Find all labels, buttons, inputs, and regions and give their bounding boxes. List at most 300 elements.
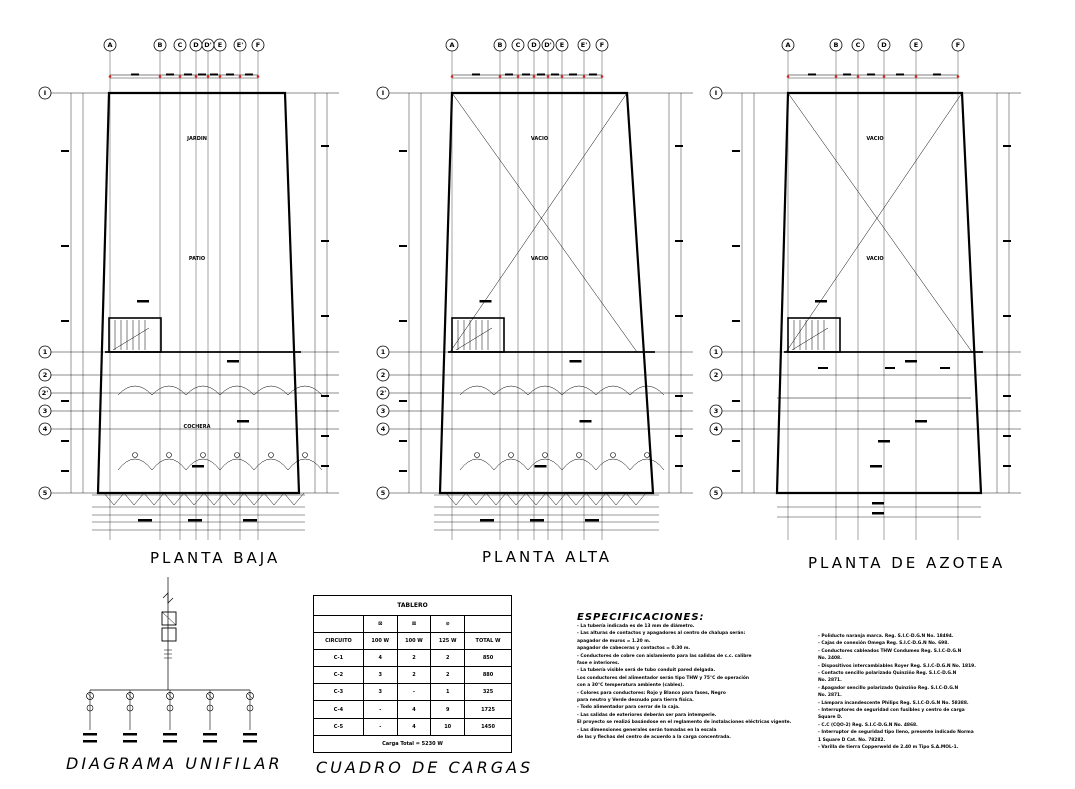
lamp-symbol	[645, 453, 650, 458]
spec-line: - Las alturas de contactos y apagadores al centro de chalupa serán:	[577, 631, 746, 637]
header-cell: 125 W	[431, 632, 465, 649]
plan-title-planta-alta: PLANTA ALTA	[482, 548, 613, 566]
axis-bubble	[377, 405, 389, 417]
dimension-tag	[878, 440, 890, 443]
load-cell: 1	[431, 684, 465, 701]
spec-line: con a 30°C temperatura ambiente (cables).	[577, 683, 684, 689]
dimension-tick	[207, 75, 210, 78]
dimension-tag	[198, 74, 206, 76]
axis-label: 1	[713, 348, 719, 357]
dimension-tag	[815, 300, 827, 303]
specifications-left	[577, 612, 802, 742]
lamp-symbol	[235, 453, 240, 458]
spec-line: - C.C (CQO-2) Reg. S.I.C-D.G.N No. 4868.	[818, 722, 918, 728]
spec-line: - La tubería indicada es de 13 mm de diámetro.	[577, 624, 695, 629]
spec-list-right	[818, 633, 1038, 752]
dimension-tag	[61, 400, 69, 402]
dimension-tick	[957, 75, 960, 78]
room-label: VACIO	[866, 136, 884, 142]
dimension-tag	[399, 245, 407, 247]
axis-bubble	[878, 39, 890, 51]
spec-line: - Lámpara incandescente Philips Reg. S.I.C-D.G.N No. 58388.	[818, 700, 969, 706]
axis-label: E	[217, 41, 223, 50]
stair-arrow	[792, 328, 828, 350]
axis-label: 4	[42, 425, 48, 434]
axis-label: C	[515, 41, 521, 50]
load-cell: 850	[465, 649, 512, 666]
dimension-tag	[933, 74, 941, 76]
wiring-arc	[220, 386, 254, 395]
axis-label: E	[913, 41, 919, 50]
axis-bubble	[596, 39, 608, 51]
axis-label: E'	[236, 41, 244, 50]
spec-line: - Apagador sencillo polarizado Quinziño Reg. S.I.C-D.G.N	[818, 685, 959, 691]
spec-line: - La tubería visible será de tubo conduit pared delgada.	[577, 668, 716, 674]
axis-bubble	[377, 87, 389, 99]
spec-line: 1 Square D Cat. No. 78282.	[818, 737, 886, 743]
dimension-tag	[537, 74, 545, 76]
wiring-arc	[460, 459, 494, 470]
branch-circuit	[243, 690, 257, 743]
axis-bubble	[377, 369, 389, 381]
load-cell: C-4	[314, 701, 364, 718]
stair	[452, 318, 504, 352]
axis-label: E	[559, 41, 565, 50]
dimension-tick	[109, 75, 112, 78]
dimension-tag	[675, 145, 683, 147]
loads-title: CUADRO DE CARGAS	[316, 758, 534, 777]
wiring-arc	[118, 459, 152, 470]
wiring-arc	[494, 459, 528, 470]
branch-circuit	[123, 690, 137, 743]
dimension-tick	[547, 75, 550, 78]
lamp-symbol	[133, 453, 138, 458]
wiring-arc	[596, 386, 630, 395]
wiring-arc	[460, 386, 494, 395]
header-cell: TOTAL W	[465, 632, 512, 649]
plan-1	[377, 39, 693, 540]
axis-label: D'	[544, 41, 552, 50]
spec-line: apagador de muros = 1.20 m.	[577, 638, 651, 644]
dimension-tag	[321, 395, 329, 397]
dimension-tick	[517, 75, 520, 78]
dimension-tag	[872, 512, 884, 515]
axis-label: 5	[380, 489, 386, 498]
dimension-tag	[732, 440, 740, 442]
dimension-tag	[675, 465, 683, 467]
axis-bubble	[710, 369, 722, 381]
dimension-tag	[243, 519, 257, 522]
dimension-tick	[857, 75, 860, 78]
table-header-row	[314, 632, 512, 649]
specifications-title: ESPECIFICACIONES:	[577, 612, 705, 623]
axis-bubble	[174, 39, 186, 51]
dimension-tick	[883, 75, 886, 78]
axis-label: 5	[713, 489, 719, 498]
lamp-symbol	[167, 453, 172, 458]
dimension-tick	[239, 75, 242, 78]
plan-title-planta-baja: PLANTA BAJA	[150, 549, 281, 567]
table-symbol-row	[314, 615, 512, 632]
circuit-tag	[123, 740, 137, 743]
plan-2	[710, 39, 1021, 540]
dimension-tag	[896, 74, 904, 76]
dimension-tag	[505, 74, 513, 76]
meter-diagonal	[162, 612, 176, 625]
axis-label: D	[881, 41, 887, 50]
axis-bubble	[782, 39, 794, 51]
axis-label: C	[177, 41, 183, 50]
lamp-symbol	[509, 453, 514, 458]
load-cell: 1725	[465, 701, 512, 718]
stair	[788, 318, 840, 352]
symbol-cell: ⊠	[363, 615, 397, 632]
axis-label: A	[785, 41, 791, 50]
axis-label: B	[497, 41, 503, 50]
symbol-cell	[465, 615, 512, 632]
dimension-tag	[675, 240, 683, 242]
axis-bubble	[190, 39, 202, 51]
load-cell: 325	[465, 684, 512, 701]
dimension-tag	[675, 435, 683, 437]
wiring-arc	[528, 386, 562, 395]
dimension-tag	[399, 400, 407, 402]
dimension-tag	[870, 465, 882, 468]
plan-title-planta-azotea: PLANTA DE AZOTEA	[808, 554, 1006, 572]
axis-label: 4	[380, 425, 386, 434]
void-cross	[788, 93, 972, 352]
wiring-arc	[118, 386, 152, 395]
spec-line: fase e interiores.	[577, 661, 620, 667]
axis-label: F	[255, 41, 261, 50]
wiring-arc	[562, 386, 596, 395]
axis-bubble	[542, 39, 554, 51]
building-outline	[98, 93, 299, 493]
axis-bubble	[214, 39, 226, 51]
wiring-arc	[254, 386, 288, 395]
wiring-arc	[254, 459, 288, 470]
circuit-tag	[163, 733, 177, 736]
meter-symbol	[163, 593, 173, 603]
dimension-tag	[137, 300, 149, 303]
spec-line: El proyecto se realizó basándose en el reglamento de instalaciones eléctricas vigente.	[577, 720, 792, 726]
dimension-tick	[533, 75, 536, 78]
axis-bubble	[154, 39, 166, 51]
circuit-tag	[123, 733, 137, 736]
axis-bubble	[39, 405, 51, 417]
void-cross	[786, 93, 962, 352]
dimension-tick	[257, 75, 260, 78]
dimension-tag	[867, 74, 875, 76]
unifilar-diagram	[83, 577, 257, 743]
header-cell: CIRCUITO	[314, 632, 364, 649]
axis-bubble	[377, 423, 389, 435]
circuit-tag	[203, 733, 217, 736]
load-row	[314, 649, 512, 666]
load-cell: -	[363, 701, 397, 718]
dimension-tag	[675, 395, 683, 397]
dimension-tag	[399, 320, 407, 322]
axis-label: E'	[580, 41, 588, 50]
axis-bubble	[528, 39, 540, 51]
dimension-tag	[569, 74, 577, 76]
axis-bubble	[234, 39, 246, 51]
spec-line: - Varilla de tierra Copperweld de 2.40 m Tipo S.A.MOL-1.	[818, 745, 959, 751]
load-cell: C-2	[314, 667, 364, 684]
load-cell: C-1	[314, 649, 364, 666]
wiring-arc	[186, 386, 220, 395]
axis-label: F	[955, 41, 961, 50]
dimension-tag	[321, 315, 329, 317]
dimension-tag	[732, 150, 740, 152]
axis-label: 2'	[379, 389, 387, 398]
wiring-arc	[494, 386, 528, 395]
axis-bubble	[910, 39, 922, 51]
load-row	[314, 684, 512, 701]
dimension-tick	[451, 75, 454, 78]
dimension-tag	[915, 420, 927, 423]
load-cell: 880	[465, 667, 512, 684]
room-label: VACIO	[866, 256, 884, 262]
dimension-tag	[61, 150, 69, 152]
dimension-tag	[226, 74, 234, 76]
wiring-arc	[152, 386, 186, 395]
dimension-tag	[166, 74, 174, 76]
dimension-tag	[245, 74, 253, 76]
axis-label: B	[833, 41, 839, 50]
load-cell: 1450	[465, 718, 512, 735]
lamp-symbol	[269, 453, 274, 458]
dimension-tag	[818, 367, 828, 369]
lamp-symbol	[303, 453, 308, 458]
axis-label: D'	[204, 41, 212, 50]
circuit-tag	[163, 740, 177, 743]
spec-list-left	[577, 623, 802, 742]
dimension-tag	[530, 519, 544, 522]
load-cell: C-5	[314, 718, 364, 735]
dimension-tag	[885, 367, 895, 369]
dimension-tick	[601, 75, 604, 78]
symbol-cell: ⊘	[431, 615, 465, 632]
axis-bubble	[39, 423, 51, 435]
dimension-tag	[1003, 435, 1011, 437]
axis-bubble	[952, 39, 964, 51]
circuit-tag	[243, 740, 257, 743]
spec-line: No. 2871.	[818, 693, 842, 699]
dimension-tag	[61, 245, 69, 247]
dimension-tag	[184, 74, 192, 76]
dimension-tick	[219, 75, 222, 78]
dimension-tag	[905, 360, 917, 363]
unifilar-title: DIAGRAMA UNIFILAR	[66, 754, 283, 773]
axis-bubble	[710, 487, 722, 499]
dimension-tag	[1003, 395, 1011, 397]
room-label: VACIO	[530, 136, 549, 142]
wiring-arc	[630, 459, 664, 470]
dimension-tag	[61, 470, 69, 472]
load-cell: 2	[431, 649, 465, 666]
dimension-tag	[551, 74, 559, 76]
lamp-symbol	[201, 453, 206, 458]
dimension-tag	[321, 435, 329, 437]
dimension-tick	[159, 75, 162, 78]
axis-bubble	[494, 39, 506, 51]
dimension-tag	[589, 74, 597, 76]
dimension-tag	[227, 360, 239, 363]
axis-bubble	[512, 39, 524, 51]
dimension-tag	[1003, 240, 1011, 242]
dimension-tag	[192, 465, 204, 468]
spec-line: - Conductores cableados THW Condumex Reg. S.I.C-D.G.N	[818, 648, 962, 654]
axis-bubble	[830, 39, 842, 51]
building-outline	[440, 93, 653, 493]
dimension-tag	[732, 245, 740, 247]
axis-bubble	[39, 369, 51, 381]
room-label: PATIO	[188, 256, 206, 262]
lamp-symbol	[543, 453, 548, 458]
axis-label: D	[531, 41, 537, 50]
axis-label: I	[714, 89, 718, 98]
load-cell: 2	[397, 667, 431, 684]
axis-label: 5	[42, 489, 48, 498]
axis-label: I	[381, 89, 385, 98]
dimension-tag	[399, 440, 407, 442]
dimension-tag	[570, 360, 582, 363]
dimension-tick	[915, 75, 918, 78]
dimension-tag	[585, 519, 599, 522]
branch-circuit	[163, 690, 177, 743]
stair-arrow	[113, 328, 149, 350]
dimension-tag	[732, 400, 740, 402]
axis-label: 3	[713, 407, 719, 416]
axis-label: 3	[380, 407, 386, 416]
load-row	[314, 701, 512, 718]
axis-bubble	[377, 487, 389, 499]
dimension-tag	[399, 470, 407, 472]
dimension-tag	[61, 440, 69, 442]
dimension-tag	[522, 74, 530, 76]
dimension-tag	[138, 519, 152, 522]
room-label: VACIO	[530, 256, 549, 262]
axis-label: 3	[42, 407, 48, 416]
spec-line: - Todo alimentador para cerrar de la caja.	[577, 705, 680, 711]
plan-0	[39, 39, 339, 540]
dimension-tag	[399, 150, 407, 152]
axis-label: 2'	[41, 389, 49, 398]
dimension-tag	[732, 470, 740, 472]
wiring-arc	[528, 459, 562, 470]
spec-line: - Poliducto naranja marca. Reg. S.I.C-D.G.N No. 18494.	[818, 634, 954, 639]
dimension-tag	[1003, 465, 1011, 467]
circuit-tag	[83, 733, 97, 736]
spec-line: - Las dimensiones generales serán tomadas en la escala	[577, 727, 717, 733]
stair-arrow	[456, 328, 492, 350]
dimension-tag	[188, 519, 202, 522]
total-load: Carga Total = 5230 W	[314, 735, 512, 752]
specifications-right	[818, 633, 1038, 752]
dimension-tag	[472, 74, 480, 76]
axis-label: 1	[42, 348, 48, 357]
wiring-arc	[186, 459, 220, 470]
axis-label: D	[193, 41, 199, 50]
circuit-tag	[243, 733, 257, 736]
load-rows	[314, 649, 512, 735]
void-cross	[452, 93, 637, 352]
spec-line: apagador de cabeceras y contactos = 0.30 m.	[577, 646, 691, 652]
axis-bubble	[710, 87, 722, 99]
axis-bubble	[377, 346, 389, 358]
dimension-tag	[843, 74, 851, 76]
axis-label: 2	[713, 371, 719, 380]
dimension-tag	[535, 465, 547, 468]
dimension-tick	[179, 75, 182, 78]
load-cell: 4	[363, 649, 397, 666]
axis-bubble	[39, 487, 51, 499]
load-cell: 2	[397, 649, 431, 666]
dimension-tick	[195, 75, 198, 78]
dimension-tag	[1003, 315, 1011, 317]
load-cell: 4	[397, 718, 431, 735]
wiring-arc	[220, 459, 254, 470]
axis-label: B	[157, 41, 163, 50]
dimension-tick	[787, 75, 790, 78]
spec-line: - Contacto sencillo polarizado Quinziño Reg. S.I.C-D.G.N	[818, 671, 957, 677]
load-cell: 3	[363, 684, 397, 701]
header-cell: 100 W	[363, 632, 397, 649]
dimension-tag	[732, 320, 740, 322]
lamp-symbol	[611, 453, 616, 458]
branch-circuit	[83, 690, 97, 743]
axis-bubble	[556, 39, 568, 51]
circuit-tag	[83, 740, 97, 743]
dimension-tag	[321, 240, 329, 242]
dimension-tag	[321, 465, 329, 467]
building-outline	[777, 93, 981, 493]
axis-bubble	[710, 405, 722, 417]
wiring-arc	[288, 386, 322, 395]
axis-bubble	[104, 39, 116, 51]
axis-label: A	[449, 41, 455, 50]
axis-label: 2	[380, 371, 386, 380]
lamp-symbol	[577, 453, 582, 458]
spec-line: Los conductores del alimentador serán tipo THW y 75°C de operación	[577, 675, 750, 681]
spec-line: - Dispositivos intercambiables Royer Reg. S.I.C-D.G.N No. 1819.	[818, 663, 976, 669]
spec-line: de las y flechas del centro de acuerdo a la carga concentrada.	[577, 735, 731, 741]
dimension-tag	[237, 420, 249, 423]
wiring-arc	[596, 459, 630, 470]
wiring-arc	[562, 459, 596, 470]
axis-label: 1	[380, 348, 386, 357]
spec-line: - Interruptor de seguridad tipo lleno, presente indicado Norma	[818, 730, 974, 736]
spec-line: - Cajas de conexión Omega Reg. S.I.C-D.G.N No. 698.	[818, 641, 949, 647]
room-label: COCHERA	[183, 424, 211, 430]
panel-box	[162, 628, 176, 641]
spec-line: No. 2871.	[818, 678, 842, 684]
axis-label: 2	[42, 371, 48, 380]
stair	[109, 318, 161, 352]
spec-line: Square D.	[818, 715, 843, 721]
branch-circuit	[203, 690, 217, 743]
dimension-tag	[580, 420, 592, 423]
axis-label: C	[855, 41, 861, 50]
load-cell: 9	[431, 701, 465, 718]
axis-bubble	[710, 423, 722, 435]
axis-bubble	[39, 346, 51, 358]
dimension-tick	[583, 75, 586, 78]
dimension-tick	[499, 75, 502, 78]
dimension-tick	[835, 75, 838, 78]
dimension-tag	[1003, 145, 1011, 147]
